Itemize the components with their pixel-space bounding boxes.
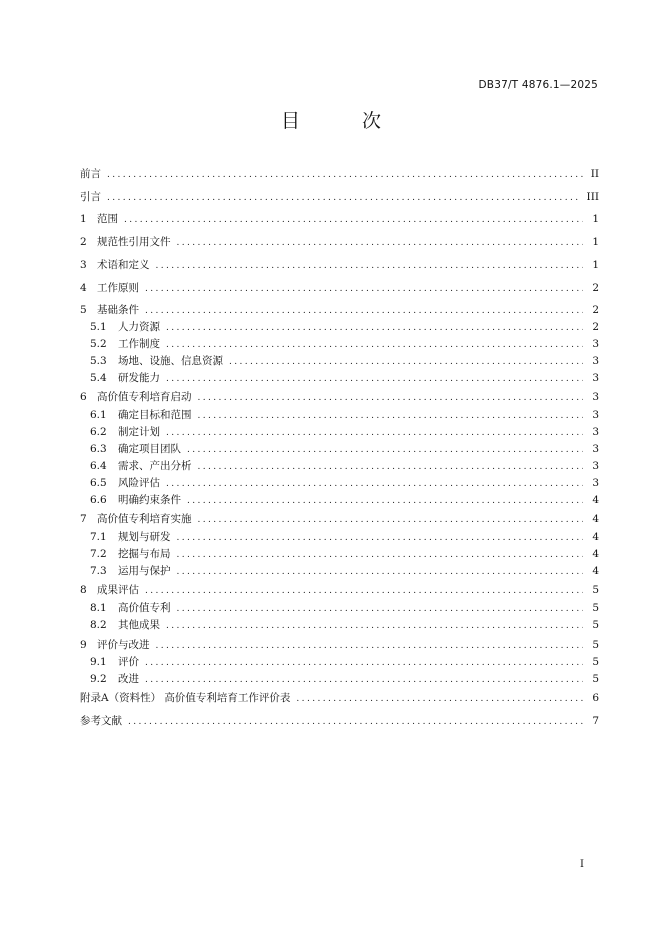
toc-entry[interactable] (90, 319, 599, 336)
toc-entry-label: 确定目标和范围 (118, 409, 192, 421)
toc-entry-page: 3 (592, 338, 599, 350)
toc-leader-dots (145, 583, 583, 600)
toc-leader-dots (128, 714, 583, 731)
toc-leader-dots (166, 425, 583, 442)
toc-entry[interactable] (80, 713, 599, 730)
toc-entry-page: 5 (592, 639, 599, 651)
toc-leader-dots (229, 354, 583, 371)
toc-entry-label: 规划与研发 (118, 531, 171, 543)
toc-leader-dots (145, 655, 583, 672)
toc-entry-label: 附录A（资料性） 高价值专利培育工作评价表 (80, 692, 291, 704)
toc-entry[interactable] (80, 211, 599, 228)
toc-entry-number: 2 (80, 236, 87, 248)
toc-entry-page: 5 (592, 656, 599, 668)
toc-entry[interactable] (90, 441, 599, 458)
toc-entry-page: 5 (592, 673, 599, 685)
toc-entry-page: 4 (592, 513, 599, 525)
toc-leader-dots (177, 530, 584, 547)
toc-leader-dots (177, 601, 584, 618)
toc-entry-number: 6.4 (90, 460, 107, 472)
toc-entry-label: 明确约束条件 (118, 494, 181, 506)
toc-entry[interactable] (90, 529, 599, 546)
toc-entry-number: 6.2 (90, 426, 107, 438)
toc-entry-label: 运用与保护 (118, 565, 171, 577)
page-number: I (580, 859, 584, 870)
toc-entry-page: 3 (592, 355, 599, 367)
toc-leader-dots (124, 212, 583, 229)
toc-entry-label: 高价值专利培育实施 (97, 513, 192, 525)
toc-entry-number: 3 (80, 259, 87, 271)
toc-entry-number: 5.1 (90, 321, 107, 333)
toc-entry[interactable] (80, 234, 599, 251)
toc-entry-label: 基础条件 (97, 304, 139, 316)
toc-entry-label: 高价值专利培育启动 (97, 391, 192, 403)
toc-leader-dots (166, 337, 583, 354)
toc-entry-number: 9 (80, 639, 87, 651)
toc-entry-number: 8.1 (90, 602, 107, 614)
toc-entry-page: III (586, 191, 599, 203)
toc-entry-label: 工作制度 (118, 338, 160, 350)
toc-entry[interactable] (90, 370, 599, 387)
toc-entry-number: 5.2 (90, 338, 107, 350)
toc-entry[interactable] (80, 582, 599, 599)
toc-entry-number: 6.1 (90, 409, 107, 421)
toc-entry-label: 成果评估 (97, 584, 139, 596)
toc-entry-page: 6 (592, 692, 599, 704)
document-id: DB37/T 4876.1—2025 (478, 79, 598, 91)
toc-leader-dots (107, 190, 581, 207)
toc-entry-page: 2 (592, 321, 599, 333)
toc-entry-label: 挖掘与布局 (118, 548, 171, 560)
toc-entry-label: 人力资源 (118, 321, 160, 333)
toc-leader-dots (177, 235, 584, 252)
toc-entry-number: 9.2 (90, 673, 107, 685)
toc-entry[interactable] (90, 600, 599, 617)
toc-entry-label: 制定计划 (118, 426, 160, 438)
toc-leader-dots (296, 691, 583, 708)
toc-entry-number: 7 (80, 513, 87, 525)
toc-entry-page: 5 (592, 619, 599, 631)
toc-entry-label: 范围 (97, 213, 118, 225)
toc-entry-number: 7.3 (90, 565, 107, 577)
toc-entry[interactable] (80, 189, 599, 206)
toc-leader-dots (156, 638, 584, 655)
toc-entry-number: 6 (80, 391, 87, 403)
toc-entry-page: 3 (592, 372, 599, 384)
toc-entry[interactable] (80, 637, 599, 654)
toc-entry-number: 4 (80, 282, 87, 294)
toc-entry-label: 评价与改进 (97, 639, 150, 651)
toc-entry-page: 7 (592, 715, 599, 727)
toc-entry-page: 2 (592, 282, 599, 294)
toc-leader-dots (187, 493, 583, 510)
toc-entry-number: 7.1 (90, 531, 107, 543)
toc-leader-dots (177, 564, 584, 581)
toc-leader-dots (145, 672, 583, 689)
toc-entry-label: 工作原则 (97, 282, 139, 294)
toc-entry[interactable] (90, 654, 599, 671)
toc-leader-dots (177, 547, 584, 564)
toc-entry-page: 3 (592, 477, 599, 489)
toc-entry-label: 引言 (80, 191, 101, 203)
toc-entry-page: 3 (592, 426, 599, 438)
toc-entry-label: 术语和定义 (97, 259, 150, 271)
toc-leader-dots (166, 371, 583, 388)
toc-entry[interactable] (90, 353, 599, 370)
toc-entry-label: 改进 (118, 673, 139, 685)
toc-leader-dots (198, 390, 584, 407)
toc-entry[interactable] (80, 166, 599, 183)
toc-entry-label: 参考文献 (80, 715, 122, 727)
toc-entry[interactable] (80, 257, 599, 274)
toc-entry[interactable] (90, 563, 599, 580)
toc-entry-page: 3 (592, 409, 599, 421)
toc-leader-dots (166, 476, 583, 493)
toc-entry[interactable] (90, 475, 599, 492)
toc-leader-dots (198, 408, 584, 425)
toc-entry-number: 8 (80, 584, 87, 596)
toc-leader-dots (145, 303, 583, 320)
toc-entry-label: 评价 (118, 656, 139, 668)
toc-entry-label: 前言 (80, 168, 101, 180)
toc-entry-label: 规范性引用文件 (97, 236, 171, 248)
toc-leader-dots (156, 258, 584, 275)
toc-entry-label: 场地、设施、信息资源 (118, 355, 223, 367)
toc-entry-label: 确定项目团队 (118, 443, 181, 455)
toc-leader-dots (198, 512, 584, 529)
toc-entry-page: 1 (592, 236, 599, 248)
toc-leader-dots (187, 442, 583, 459)
toc-entry-label: 其他成果 (118, 619, 160, 631)
toc-entry-page: 3 (592, 460, 599, 472)
toc-entry-page: 4 (592, 531, 599, 543)
toc-entry-label: 研发能力 (118, 372, 160, 384)
toc-entry[interactable] (90, 336, 599, 353)
toc-entry[interactable] (90, 671, 599, 688)
toc-entry-page: 4 (592, 548, 599, 560)
toc-entry-page: II (590, 168, 599, 180)
toc-leader-dots (166, 320, 583, 337)
page-title: 目 次 (280, 110, 410, 132)
toc-entry-number: 1 (80, 213, 87, 225)
toc-entry[interactable] (80, 302, 599, 319)
toc-entry[interactable] (90, 546, 599, 563)
toc-entry-number: 5.4 (90, 372, 107, 384)
toc-entry[interactable] (80, 280, 599, 297)
toc-entry-page: 4 (592, 494, 599, 506)
toc-entry-number: 5 (80, 304, 87, 316)
toc-entry-page: 3 (592, 391, 599, 403)
toc-entry-page: 3 (592, 443, 599, 455)
toc-entry[interactable] (80, 690, 599, 707)
toc-entry-page: 5 (592, 584, 599, 596)
toc-leader-dots (166, 618, 583, 635)
toc-leader-dots (107, 167, 583, 184)
toc-entry-label: 需求、产出分析 (118, 460, 192, 472)
toc-entry-page: 1 (592, 259, 599, 271)
toc-entry-label: 风险评估 (118, 477, 160, 489)
toc-leader-dots (198, 459, 584, 476)
toc-leader-dots (145, 281, 583, 298)
toc-entry-number: 6.6 (90, 494, 107, 506)
toc-entry-number: 7.2 (90, 548, 107, 560)
toc-entry[interactable] (90, 458, 599, 475)
toc-entry[interactable] (90, 617, 599, 634)
toc-entry[interactable] (90, 424, 599, 441)
toc-entry[interactable] (90, 492, 599, 509)
toc-entry-number: 5.3 (90, 355, 107, 367)
toc-entry[interactable] (80, 389, 599, 406)
toc-entry-number: 8.2 (90, 619, 107, 631)
toc-entry[interactable] (90, 407, 599, 424)
toc-entry-page: 5 (592, 602, 599, 614)
toc-entry-page: 1 (592, 213, 599, 225)
toc-entry-number: 6.3 (90, 443, 107, 455)
toc-entry-label: 高价值专利 (118, 602, 171, 614)
toc-entry-number: 9.1 (90, 656, 107, 668)
toc-entry-number: 6.5 (90, 477, 107, 489)
toc-entry[interactable] (80, 511, 599, 528)
toc-entry-page: 4 (592, 565, 599, 577)
toc-entry-page: 2 (592, 304, 599, 316)
